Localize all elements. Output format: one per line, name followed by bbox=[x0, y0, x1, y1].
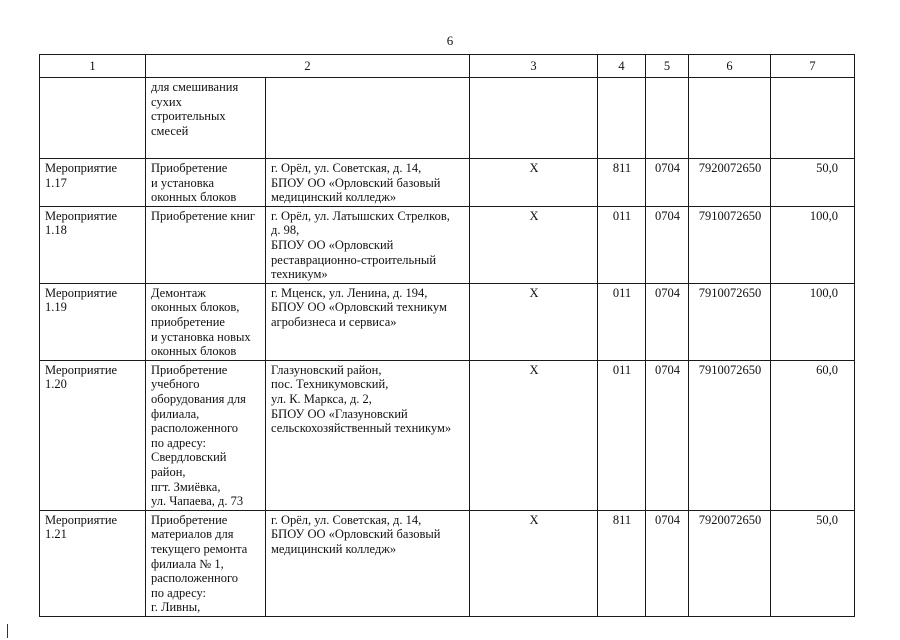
target-article-cell: 7920072650 bbox=[689, 159, 771, 207]
table-row bbox=[40, 206, 855, 283]
section-cell: 0704 bbox=[646, 283, 689, 360]
activity-address-cell: г. Мценск, ул. Ленина, д. 194, БПОУ ОО «Орловский техникум агробизнеса и сервиса» bbox=[266, 283, 470, 360]
target-article-cell: 7920072650 bbox=[689, 510, 771, 616]
target-article-cell: 7910072650 bbox=[689, 360, 771, 510]
table-row bbox=[40, 78, 855, 159]
table-row bbox=[40, 510, 855, 616]
amount-cell: 100,0 bbox=[771, 283, 855, 360]
code-cell: 811 bbox=[598, 159, 646, 207]
target-article-cell bbox=[689, 78, 771, 159]
amount-cell: 60,0 bbox=[771, 360, 855, 510]
column-number-header bbox=[40, 55, 855, 78]
amount-cell: 50,0 bbox=[771, 510, 855, 616]
header-cell-6: 6 bbox=[689, 55, 771, 78]
activity-description-cell: Приобретение учебного оборудования для филиала, расположенного по адресу: Свердловский район, пгт. Змиёвка, ул. Чапаева, д. 73 bbox=[146, 360, 266, 510]
program-activities-table bbox=[39, 54, 855, 617]
activity-number-cell: Мероприятие 1.20 bbox=[40, 360, 146, 510]
activity-description-cell: для смешивания сухих строительных смесей bbox=[146, 78, 266, 159]
activity-description-cell: Приобретение материалов для текущего ремонта филиала № 1, расположенного по адресу: г. Ливны, bbox=[146, 510, 266, 616]
header-cell-3: 3 bbox=[470, 55, 598, 78]
amount-cell bbox=[771, 78, 855, 159]
activity-description-cell: Демонтаж оконных блоков, приобретение и установка новых оконных блоков bbox=[146, 283, 266, 360]
activity-number-cell: Мероприятие 1.17 bbox=[40, 159, 146, 207]
activity-description-cell: Приобретение и установка оконных блоков bbox=[146, 159, 266, 207]
activity-address-cell: Глазуновский район, пос. Техникумовский, ул. К. Маркса, д. 2, БПОУ ОО «Глазуновский сельскохозяйственный техникум» bbox=[266, 360, 470, 510]
code-cell: 011 bbox=[598, 283, 646, 360]
marker-cell: Х bbox=[470, 206, 598, 283]
marker-cell bbox=[470, 78, 598, 159]
section-cell: 0704 bbox=[646, 159, 689, 207]
code-cell: 011 bbox=[598, 360, 646, 510]
section-cell: 0704 bbox=[646, 510, 689, 616]
marker-cell: Х bbox=[470, 159, 598, 207]
header-cell-5: 5 bbox=[646, 55, 689, 78]
table-row bbox=[40, 360, 855, 510]
code-cell: 811 bbox=[598, 510, 646, 616]
header-cell-2: 2 bbox=[146, 55, 470, 78]
header-cell-4: 4 bbox=[598, 55, 646, 78]
table-row bbox=[40, 283, 855, 360]
header-cell-7: 7 bbox=[771, 55, 855, 78]
header-cell-1: 1 bbox=[40, 55, 146, 78]
marker-cell: Х bbox=[470, 283, 598, 360]
activity-number-cell: Мероприятие 1.21 bbox=[40, 510, 146, 616]
page-number: 6 bbox=[446, 33, 454, 48]
activity-description-cell: Приобретение книг bbox=[146, 206, 266, 283]
code-cell: 011 bbox=[598, 206, 646, 283]
table-row bbox=[40, 159, 855, 207]
section-cell bbox=[646, 78, 689, 159]
section-cell: 0704 bbox=[646, 206, 689, 283]
code-cell bbox=[598, 78, 646, 159]
marker-cell: Х bbox=[470, 360, 598, 510]
activity-address-cell: г. Орёл, ул. Латышских Стрелков, д. 98, БПОУ ОО «Орловский реставрационно-строительный техникум» bbox=[266, 206, 470, 283]
activity-number-cell bbox=[40, 78, 146, 159]
target-article-cell: 7910072650 bbox=[689, 283, 771, 360]
activity-number-cell: Мероприятие 1.18 bbox=[40, 206, 146, 283]
marker-cell: Х bbox=[470, 510, 598, 616]
activity-number-cell: Мероприятие 1.19 bbox=[40, 283, 146, 360]
activity-address-cell: г. Орёл, ул. Советская, д. 14, БПОУ ОО «Орловский базовый медицинский колледж» bbox=[266, 510, 470, 616]
activity-address-cell: г. Орёл, ул. Советская, д. 14, БПОУ ОО «Орловский базовый медицинский колледж» bbox=[266, 159, 470, 207]
section-cell: 0704 bbox=[646, 360, 689, 510]
target-article-cell: 7910072650 bbox=[689, 206, 771, 283]
amount-cell: 50,0 bbox=[771, 159, 855, 207]
amount-cell: 100,0 bbox=[771, 206, 855, 283]
scan-margin-mark bbox=[7, 624, 8, 638]
activity-address-cell bbox=[266, 78, 470, 159]
